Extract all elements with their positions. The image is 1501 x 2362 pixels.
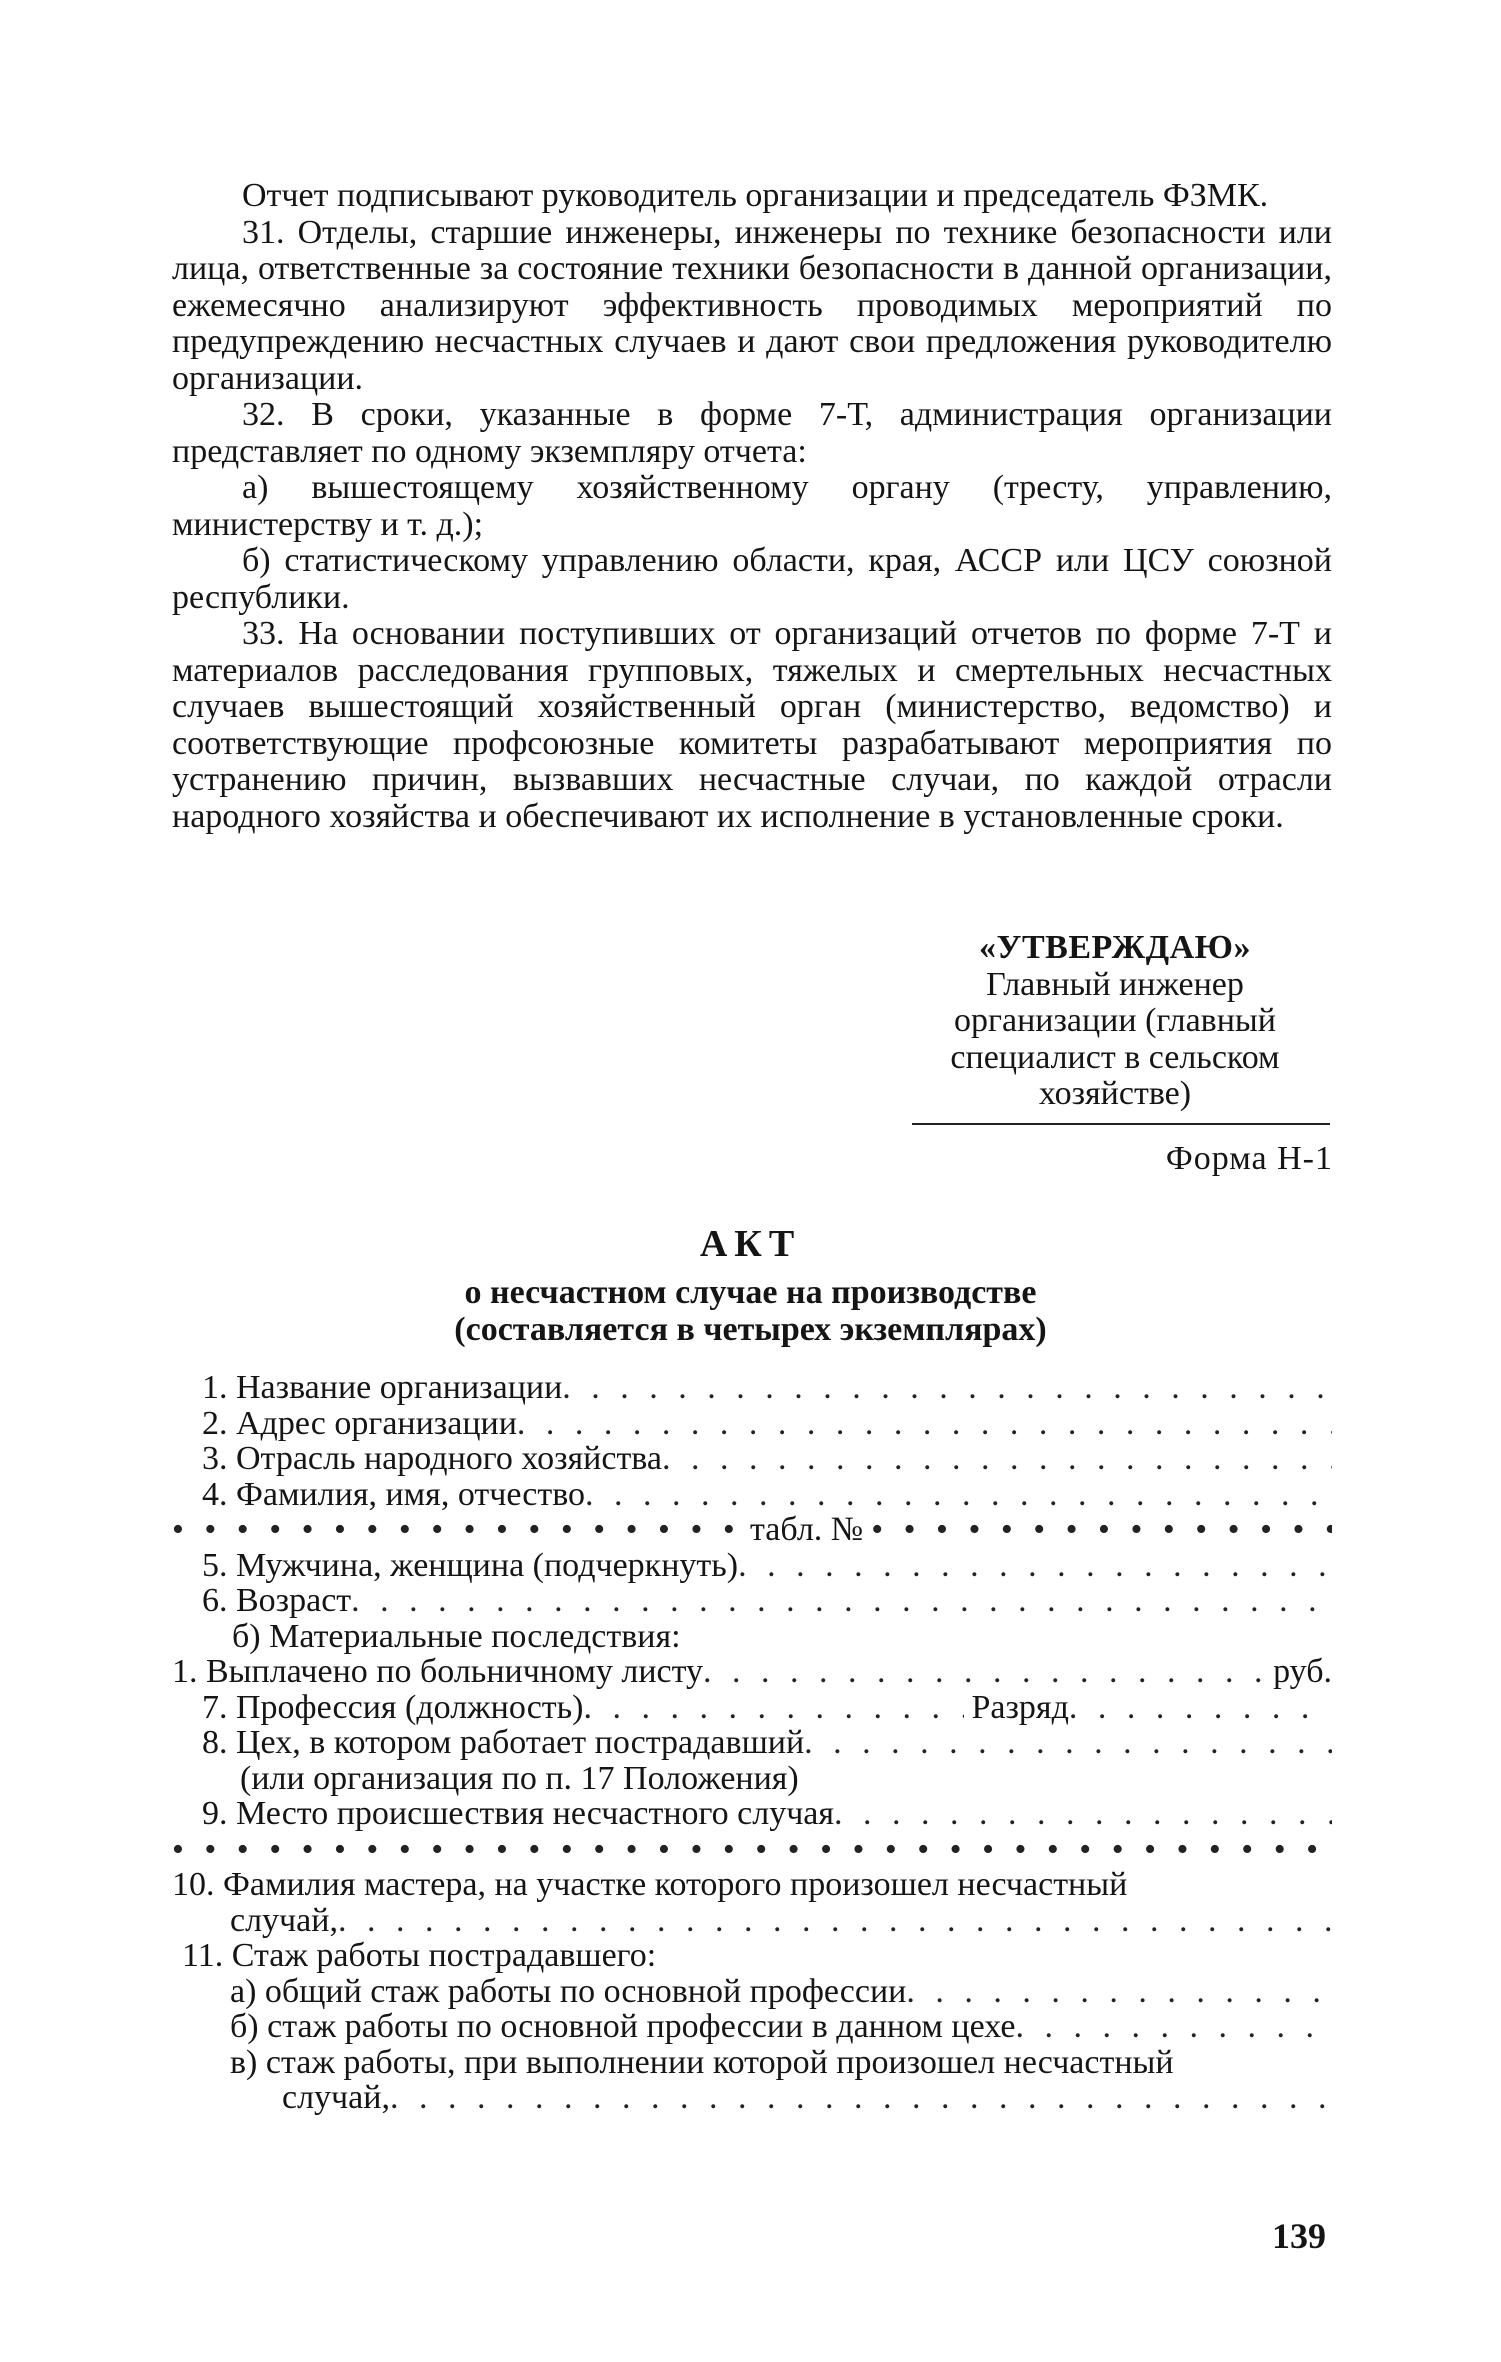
field-profession: 7. Профессия (должность) . . . Разряд . . . xyxy=(172,1690,1332,1726)
approval-title: «УТВЕРЖДАЮ» xyxy=(979,929,1251,966)
bullet-leader xyxy=(172,1512,742,1548)
leader-dots xyxy=(906,1974,1332,2010)
act-title: АКТ xyxy=(699,1223,802,1265)
field-organization-address: 2. Адрес организации . . . xyxy=(172,1406,1332,1442)
bullet-leader xyxy=(172,1832,1332,1868)
field-experience-accident-cont: случай, . . . xyxy=(172,2080,1332,2116)
field-full-name: 4. Фамилия, имя, отчество . . . xyxy=(172,1477,1332,1513)
bullet-leader xyxy=(871,1512,1332,1548)
paragraph-32b: б) статистическому управлению области, края, АССР или ЦСУ союзной республики. xyxy=(172,542,1332,616)
field-industry: 3. Отрасль народного хозяйства . . . xyxy=(172,1441,1332,1477)
field-gender: 5. Мужчина, женщина (подчеркнуть) . . . xyxy=(172,1548,1332,1584)
leader-dots xyxy=(584,1690,964,1726)
paragraph-31: 31. Отделы, старшие инженеры, инженеры по технике безопасности или лица, ответственные за состояние техники безопасности в данной организации, ежемесячно анализируют эффективность проводимых мероприятий по предупреждению несчастных случаев и дают свои предложения руководителю организации. xyxy=(172,213,1332,397)
form-number: Форма Н-1 xyxy=(1165,1140,1333,1177)
leader-dots xyxy=(351,1583,1332,1619)
field-material-consequences: б) Материальные последствия: xyxy=(232,1617,681,1655)
leader-dots xyxy=(517,1406,1332,1442)
act-subtitle-line-1: о несчастном случае на производстве xyxy=(464,1274,1037,1311)
field-experience-total: а) общий стаж работы по основной профессии . . . xyxy=(172,1974,1332,2010)
act-subtitle xyxy=(0,1275,1501,1348)
leader-dots xyxy=(804,1725,1332,1761)
act-fields xyxy=(172,1370,1332,2116)
paragraph-32a: а) вышестоящему хозяйственному органу (тресту, управлению, министерству и т. д.); xyxy=(172,469,1332,543)
leader-dots xyxy=(585,1477,1332,1513)
leader-dots xyxy=(562,1370,1332,1406)
approval-text: Главный инженер организации (главный специалист в сельском хозяйстве) xyxy=(950,965,1280,1112)
paragraph-32: 32. В сроки, указанные в форме 7-Т, администрация организации представляет по одному экземпляру отчета: xyxy=(172,396,1332,470)
field-age: 6. Возраст . . . xyxy=(172,1583,1332,1619)
leader-dots xyxy=(662,1441,1332,1477)
leader-dots xyxy=(1016,2009,1332,2045)
field-foreman: 10. Фамилия мастера, на участке которого произошел несчастный xyxy=(172,1866,1128,1903)
leader-dots xyxy=(338,1903,1332,1939)
leader-dots xyxy=(1069,1690,1332,1726)
body-text xyxy=(172,178,1332,835)
leader-dots xyxy=(738,1548,1332,1584)
approval-block xyxy=(900,930,1330,1125)
field-accident-place-line xyxy=(172,1832,1332,1868)
field-workshop: 8. Цех, в котором работает пострадавший . . . xyxy=(172,1725,1332,1761)
paragraph-33: 33. На основании поступивших от организаций отчетов по форме 7-Т и материалов расследования групповых, тяжелых и смертельных несчастных случаев вышестоящий хозяйственный орган (министерство, ведомство) и соответствующие профсоюзные комитеты разрабатывают мероприятия по устранению причин, вызвавших несчастные случаи, по каждой отрасли народного хозяйства и обеспечивают их исполнение в установленные сроки. xyxy=(172,615,1332,835)
page-number: 139 xyxy=(1272,2216,1326,2256)
signature-line xyxy=(912,1123,1330,1125)
leader-dots xyxy=(390,2080,1332,2116)
field-accident-place: 9. Место происшествия несчастного случая . . . xyxy=(172,1796,1332,1832)
paragraph-report-signing: Отчет подписывают руководитель организации и председатель ФЗМК. xyxy=(242,177,1269,214)
field-experience-workshop: б) стаж работы по основной профессии в данном цехе . . . xyxy=(172,2009,1332,2045)
field-foreman-cont: случай, . . . xyxy=(172,1903,1332,1939)
field-sick-pay: 1. Выплачено по больничному листу . . . руб. xyxy=(172,1654,1332,1690)
field-organization-name: 1. Название организации . . . xyxy=(172,1370,1332,1406)
field-experience-accident-work: в) стаж работы, при выполнении которой произошел несчастный xyxy=(230,2043,1174,2081)
act-subtitle-line-2: (составляется в четырех экземплярах) xyxy=(454,1310,1047,1348)
field-workshop-note: (или организация по п. 17 Положения) xyxy=(240,1759,799,1797)
field-table-number: • • • табл. № • • • xyxy=(172,1512,1332,1548)
leader-dots xyxy=(703,1654,1267,1690)
leader-dots xyxy=(834,1796,1332,1832)
field-work-experience: 11. Стаж работы пострадавшего: xyxy=(182,1937,657,1974)
